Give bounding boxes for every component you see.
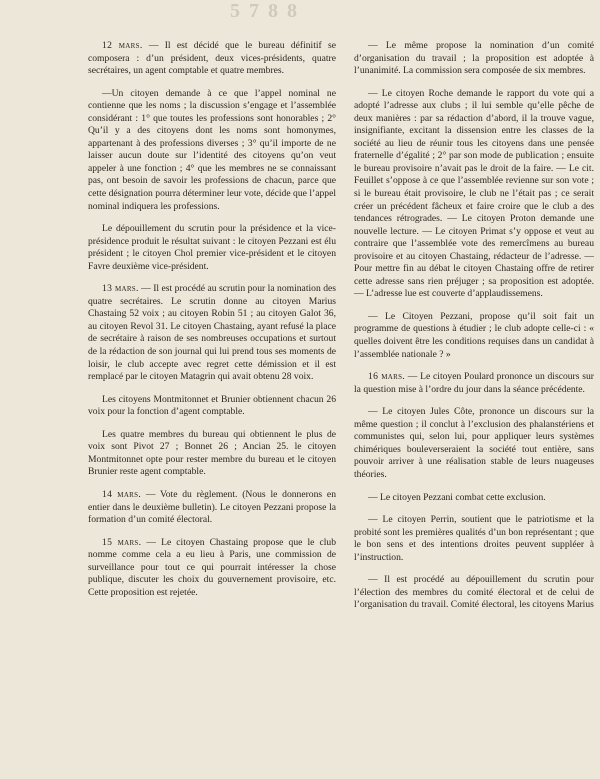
paragraph <box>88 429 336 479</box>
paragraph-text: — Le citoyen Chastaing propose que le club nomme comme cela a eu lieu à Paris, une commission de surveillance pour tout ce qui pourrait intéresser la chose publique, discuter les choix du gouvernement provisoire, etc. Cette proposition est rejetée. <box>88 536 336 598</box>
right-column <box>354 40 594 622</box>
paragraph-text: — Le citoyen Poulard prononce un discours sur la question mise à l’ordre du jour dans la séance précédente. <box>354 371 594 395</box>
paragraph-text: — Le citoyen Perrin, soutient que le patriotisme et la probité sont les premières qualités d’un bon représentant ; que le bon sens et des intentions droites peuvent suppléer à l’instruction. <box>354 514 594 563</box>
entry-date: 14 mars. <box>102 488 142 500</box>
paragraph-text: — Il est décidé que le bureau définitif se composera : d’un président, deux vices-présidents, quatre secrétaires, un agent comptable et quatre membres. <box>88 40 336 77</box>
paragraph <box>88 40 336 78</box>
paragraph <box>88 283 336 383</box>
paragraph <box>88 223 336 273</box>
paragraph-text: Les citoyens Montmitonnet et Brunier obtiennent chacun 26 voix pour la fonction d’agent comptable. <box>88 393 336 418</box>
entry-date: 15 mars. <box>102 536 142 548</box>
paragraph-text: — Il est procédé au dépouillement du scrutin pour l’élection des membres du comité électoral et de celui de l’organisation du travail. Comité électoral, les citoyens Marius <box>354 574 594 611</box>
paragraph <box>354 88 594 301</box>
entry-date: 12 mars. <box>102 40 143 51</box>
paragraph <box>88 489 336 527</box>
paragraph <box>354 514 594 564</box>
paragraph <box>88 537 336 600</box>
paragraph-text: —Un citoyen demande à ce que l’appel nominal ne contienne que les noms ; la discussion s’engage et l’assemblée considérant : 1° que toutes les professions sont honorables ; 2° Qu’il y a des citoyens dont les noms sont homonymes, appartenant à des professions diverses ; 3° qu’il importe de ne laisser aucun doute sur l’identité des citoyens qu’on veut appeler à une fonction ; 4° que les membres ne se connaissant pas, ont besoin de savoir les professions de chacun, parce que cette désignation pourra déterminer leur vote, décide que l’appel nominal indiquera les professions. <box>88 87 336 212</box>
paragraph-text: — Le Citoyen Pezzani, propose qu’il soit fait un programme de questions à étudier ; le club adopte celle-ci : « quelles doivent être les conditions requises dans un candidat à l’assemblée nationale ? » <box>354 310 594 360</box>
paragraph <box>88 88 336 213</box>
paragraph-text: Le dépouillement du scrutin pour la présidence et la vice-présidence produit le résultat suivant : le citoyen Pezzani est élu président ; le citoyen Chol premier vice-président et le citoyen Favre deuxième vice-président. <box>88 223 336 272</box>
paragraph-text: — Vote du règlement. (Nous le donnerons en entier dans le deuxième bulletin). Le citoyen Pezzani propose la formation d’un comité électoral. <box>88 488 336 526</box>
paragraph <box>354 40 594 78</box>
paragraph-text: — Le même propose la nomination d’un comité d’organisation du travail ; la proposition est adoptée à l’unanimité. La commission sera composée de six membres. <box>354 40 594 77</box>
entry-date: 13 mars. <box>102 283 139 295</box>
paragraph-text: — Le citoyen Roche demande le rapport du vote qui a adopté l’adresse aux clubs ; il lui semble qu’elle pêche de deux manières : par sa rédaction d’abord, il la trouve vague, insignifiante, excitant la dissension entre les classes de la société au lieu de réunir tous les citoyens dans une pensée fraternelle d’égalité ; 2° par son mode de publication ; ensuite le bureau provisoire n’avait pas le droit de la faire. — Le cit. Feuillet s’oppose à ce que l’assemblée revienne sur son vote ; si le bureau était provisoire, le club ne l’était pas ; ce serait créer un précédent fâcheux et faire croire que le club a des tendances rétrogrades. — Le citoyen Proton demande une nouvelle lecture. — Le citoyen Primat s’y oppose et veut au contraire que l’assemblée vote des remercîmens au bureau provisoire et au citoyen Chastaing, rédacteur de l’adresse. — Pour mettre fin au débat le citoyen Chastaing offre de retirer cette adresse sans rien préjuger ; sa proposition est adoptée. — L’adresse lue est couverte d’applaudissemens. <box>354 87 594 300</box>
paragraph <box>354 574 594 612</box>
paragraph <box>354 371 594 396</box>
paragraph <box>354 406 594 481</box>
paragraph <box>354 311 594 361</box>
paragraph-text: — Il est procédé au scrutin pour la nomination des quatre secrétaires. Le scrutin donne au citoyen Marius Chastaing 52 voix ; au citoyen Robin 51 ; au citoyen Galot 36, au citoyen Revol 31. Le citoyen Chastaing, ayant refusé la place de secrétaire à raison de ses nombreuses occupations et surtout de la rédaction de son journal qui lui prend tous ses moments de loisir, le club accepte avec regret cette démission et il est remplacé par le citoyen Matagrin qui avait obtenu 28 voix. <box>88 283 336 383</box>
paragraph <box>354 492 594 505</box>
paragraph-text: — Le citoyen Jules Côte, prononce un discours sur la même question ; il conclut à l’exclusion des phalanstériens et communistes qui, selon lui, pour appliquer leurs systèmes chimériques bouleverseraient la société tout entière, sans pouvoir arriver à une réalisation stable de leurs nuageuses théories. <box>354 406 594 480</box>
paragraph-text: Les quatre membres du bureau qui obtiennent le plus de voix sont Pivot 27 ; Bonnet 26 ; Ancian 25. le citoyen Montmitonnet opte pour rester membre du bureau et le citoyen Brunier reste agent comptable. <box>88 428 336 478</box>
paragraph-text: — Le citoyen Pezzani combat cette exclusion. <box>368 491 546 503</box>
left-column <box>88 40 336 609</box>
paragraph <box>88 394 336 419</box>
page-watermark: 5 7 8 8 <box>230 0 299 22</box>
entry-date: 16 mars. <box>368 371 406 383</box>
